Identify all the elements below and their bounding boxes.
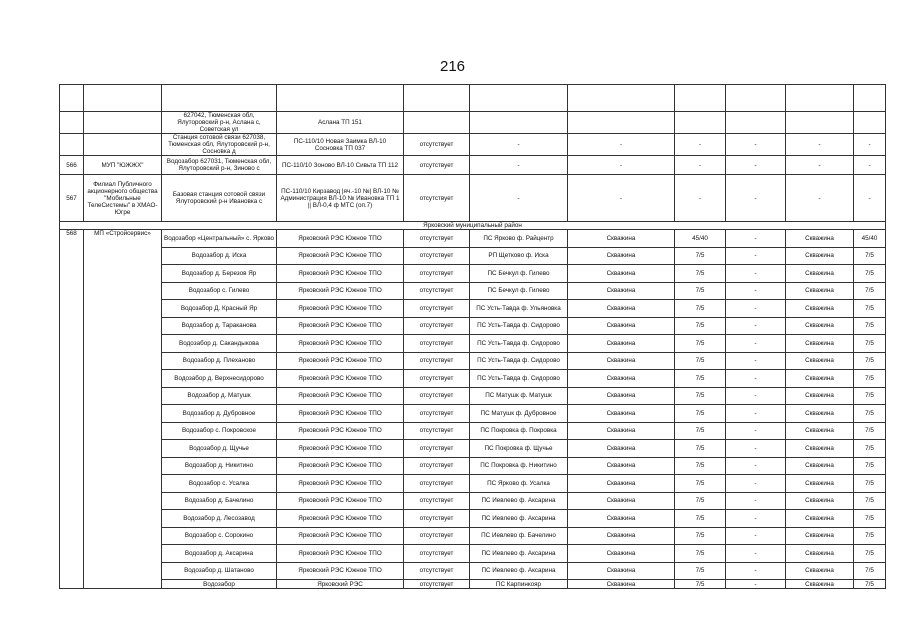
cell-dash: -	[726, 562, 786, 580]
cell-c11	[854, 112, 886, 134]
cell-cap2: 7/5	[854, 387, 886, 405]
cell-cert: отсутствует	[404, 352, 470, 370]
cell-c9: -	[726, 134, 786, 156]
cell-c10: -	[786, 175, 854, 222]
cell-c7: -	[568, 134, 675, 156]
cell-type: Скважина	[568, 265, 675, 283]
table-row	[60, 475, 886, 493]
cell-cap2: 7/5	[854, 352, 886, 370]
cell-type: Скважина	[568, 422, 675, 440]
cell-c9: -	[726, 156, 786, 175]
cell-site: Водозабор д. Тараканова	[162, 317, 277, 335]
cell-res: Ярковский РЭС Южное ТПО	[277, 335, 404, 353]
cell-ps: ПС Бечкул ф. Гилево	[470, 265, 568, 283]
cell-cert: отсутствует	[404, 492, 470, 510]
section-header-row	[60, 222, 886, 230]
cell-cap2: 7/5	[854, 440, 886, 458]
cell-ps: ПС Ярково ф. Усалка	[470, 475, 568, 493]
cell-site: Базовая станция сотовой связи Ялуторовский р-н Ивановка с	[162, 175, 277, 222]
cell-cert: отсутствует	[404, 230, 470, 248]
cell-c6: -	[470, 134, 568, 156]
cell-cap: 7/5	[675, 300, 726, 318]
cell-ps: ПС Иевлево ф. Бачелино	[470, 527, 568, 545]
cell-c8: -	[675, 175, 726, 222]
cell-type2: Скважина	[786, 527, 854, 545]
table-row	[60, 230, 886, 248]
cell-c8: -	[675, 156, 726, 175]
cell-cert: отсутствует	[404, 265, 470, 283]
cell-cap: 7/5	[675, 265, 726, 283]
table-row	[60, 510, 886, 528]
cell-cap2: 7/5	[854, 475, 886, 493]
cell-site: Водозабор с. Покровское	[162, 422, 277, 440]
table-row	[60, 156, 886, 175]
cell-cap2: 7/5	[854, 457, 886, 475]
section-title: Ярковский муниципальный район	[60, 222, 886, 230]
table-row	[60, 317, 886, 335]
cell-type2: Скважина	[786, 352, 854, 370]
table-row	[60, 562, 886, 580]
table-body	[60, 85, 886, 589]
cell-cap: 7/5	[675, 492, 726, 510]
cell-cap2: 7/5	[854, 545, 886, 563]
cell-type2: Скважина	[786, 580, 854, 589]
cell-dash: -	[726, 282, 786, 300]
cell-res: Ярковский РЭС Южное ТПО	[277, 562, 404, 580]
cell-type2: Скважина	[786, 387, 854, 405]
cell-site: Водозабор д. Щучье	[162, 440, 277, 458]
cell-cert: отсутствует	[404, 175, 470, 222]
cell-type2: Скважина	[786, 545, 854, 563]
cell-type: Скважина	[568, 475, 675, 493]
cell-cert: отсутствует	[404, 387, 470, 405]
cell-cap: 7/5	[675, 457, 726, 475]
cell-ps: ПС Иевлево ф. Аксарина	[470, 510, 568, 528]
cell-type: Скважина	[568, 510, 675, 528]
table-row	[60, 175, 886, 222]
cell-ps: ПС Карпинкояр	[470, 580, 568, 589]
cell-dash: -	[726, 440, 786, 458]
cell-type: Скважина	[568, 352, 675, 370]
cell-type2: Скважина	[786, 440, 854, 458]
cell-cap2: 7/5	[854, 335, 886, 353]
table-row	[60, 300, 886, 318]
cell-cap: 7/5	[675, 317, 726, 335]
cell-res: Ярковский РЭС Южное ТПО	[277, 510, 404, 528]
cell-dash: -	[726, 405, 786, 423]
cell-res: Ярковский РЭС Южное ТПО	[277, 545, 404, 563]
cell-ps: ПС Иевлево ф. Аксарина	[470, 545, 568, 563]
cell-cap: 7/5	[675, 352, 726, 370]
cell-res: Ярковский РЭС Южное ТПО	[277, 492, 404, 510]
cell-cert: отсутствует	[404, 282, 470, 300]
cell-c9: -	[726, 175, 786, 222]
cell-cap: 45/40	[675, 230, 726, 248]
cell-cert: отсутствует	[404, 134, 470, 156]
cell-ps: ПС Покровка ф. Покровка	[470, 422, 568, 440]
cell-res: Ярковский РЭС Южное ТПО	[277, 527, 404, 545]
cell-cap2: 7/5	[854, 300, 886, 318]
cell-res: Ярковский РЭС Южное ТПО	[277, 405, 404, 423]
cell-cap: 7/5	[675, 440, 726, 458]
cell-cap: 7/5	[675, 510, 726, 528]
cell-site: Водозабор д. Иска	[162, 247, 277, 265]
cell-dash: -	[726, 300, 786, 318]
cell-type: Скважина	[568, 492, 675, 510]
cell-type2: Скважина	[786, 282, 854, 300]
cell-dash: -	[726, 475, 786, 493]
cell-dash: -	[726, 492, 786, 510]
cell-org	[84, 112, 162, 134]
table-row	[60, 580, 886, 589]
cell-type: Скважина	[568, 405, 675, 423]
cell-site: Водозабор с. Усалка	[162, 475, 277, 493]
cell-cert: отсутствует	[404, 527, 470, 545]
cell-res: Ярковский РЭС Южное ТПО	[277, 440, 404, 458]
cell-res: Ярковский РЭС Южное ТПО	[277, 457, 404, 475]
cell-dash: -	[726, 335, 786, 353]
cell-site: Водозабор 627031, Тюменская обл, Ялуторовский р-н, Зиново с	[162, 156, 277, 175]
cell-type2: Скважина	[786, 492, 854, 510]
cell-cert: отсутствует	[404, 247, 470, 265]
cell-c11: -	[854, 156, 886, 175]
cell-dash: -	[726, 230, 786, 248]
table-row	[60, 265, 886, 283]
table-row	[60, 112, 886, 134]
cell-cert: отсутствует	[404, 422, 470, 440]
cell-type2: Скважина	[786, 422, 854, 440]
cell-cert: отсутствует	[404, 545, 470, 563]
cell-ps: ПС Бечкул ф. Гилево	[470, 282, 568, 300]
cell-cap2: 7/5	[854, 405, 886, 423]
cell-dash: -	[726, 352, 786, 370]
cell-ps: РП Щетково ф. Иска	[470, 247, 568, 265]
cell-cert: отсутствует	[404, 457, 470, 475]
cell-cap: 7/5	[675, 422, 726, 440]
cell-cap: 7/5	[675, 387, 726, 405]
cell-cap: 7/5	[675, 545, 726, 563]
cell-type2: Скважина	[786, 370, 854, 388]
cell-dash: -	[726, 457, 786, 475]
cell-c7	[568, 112, 675, 134]
cell-cap: 7/5	[675, 527, 726, 545]
cell-c10: -	[786, 156, 854, 175]
cell-res: Ярковский РЭС Южное ТПО	[277, 387, 404, 405]
cell-power: ПС-110/10 Зоново ВЛ-10 Сивьта ТП 112	[277, 156, 404, 175]
cell-type: Скважина	[568, 300, 675, 318]
cell-type2: Скважина	[786, 230, 854, 248]
cell-type: Скважина	[568, 282, 675, 300]
cell-ps: ПС Покровка ф. Щучье	[470, 440, 568, 458]
cell-c11: -	[854, 134, 886, 156]
cell-res: Ярковский РЭС Южное ТПО	[277, 475, 404, 493]
table-row	[60, 282, 886, 300]
page-number: 216	[439, 58, 466, 75]
cell-site: Водозабор д. Сакандыкова	[162, 335, 277, 353]
cell-cap2: 7/5	[854, 370, 886, 388]
cell-cap: 7/5	[675, 282, 726, 300]
cell-ps: ПС Иевлево ф. Аксарина	[470, 562, 568, 580]
cell-cert: отсутствует	[404, 580, 470, 589]
cell-c7: -	[568, 156, 675, 175]
cell-site: Водозабор д. Березов Яр	[162, 265, 277, 283]
cell-c11: -	[854, 175, 886, 222]
cell-cert: отсутствует	[404, 156, 470, 175]
cell-power: ПС-110/10 Кирзавод |яч.-10 №| ВЛ-10 № Администрация ВЛ-10 № Ивановка ТП 1 || ВЛ-0,4 ф МТС (оп.7)	[277, 175, 404, 222]
cell-site: Водозабор д. Дубровное	[162, 405, 277, 423]
cell-res: Ярковский РЭС Южное ТПО	[277, 300, 404, 318]
table-row	[60, 492, 886, 510]
cell-res: Ярковский РЭС Южное ТПО	[277, 422, 404, 440]
cell-cap: 7/5	[675, 370, 726, 388]
cell-type: Скважина	[568, 545, 675, 563]
cell-cap2: 7/5	[854, 422, 886, 440]
cell-cert: отсутствует	[404, 562, 470, 580]
cell-ps: ПС Усть-Тавда ф. Сидорово	[470, 335, 568, 353]
cell-dash: -	[726, 545, 786, 563]
cell-type: Скважина	[568, 440, 675, 458]
cell-res: Ярковский РЭС Южное ТПО	[277, 265, 404, 283]
cell-site: Водозабор д. Шатаново	[162, 562, 277, 580]
cell-ps: ПС Усть-Тавда ф. Сидорово	[470, 370, 568, 388]
cell-type2: Скважина	[786, 510, 854, 528]
cell-cap2: 7/5	[854, 562, 886, 580]
cell-c6: -	[470, 175, 568, 222]
cell-type2: Скважина	[786, 317, 854, 335]
table-row	[60, 457, 886, 475]
document-table	[59, 84, 886, 589]
cell-site: Водозабор д. Лесозавод	[162, 510, 277, 528]
cell-num	[60, 112, 84, 134]
cell-site: Водозабор д. Никитино	[162, 457, 277, 475]
cell-cap: 7/5	[675, 335, 726, 353]
row-number: 568	[60, 230, 84, 589]
cell-c8: -	[675, 134, 726, 156]
cell-dash: -	[726, 265, 786, 283]
table-row	[60, 527, 886, 545]
cell-cap2: 7/5	[854, 492, 886, 510]
cell-site: Водозабор д. Плеханово	[162, 352, 277, 370]
cell-res: Ярковский РЭС Южное ТПО	[277, 282, 404, 300]
cell-type2: Скважина	[786, 475, 854, 493]
table-row	[60, 405, 886, 423]
cell-site: Водозабор	[162, 580, 277, 589]
cell-dash: -	[726, 317, 786, 335]
cell-ps: ПС Усть-Тавда ф. Ульяновка	[470, 300, 568, 318]
table-row	[60, 387, 886, 405]
cell-dash: -	[726, 370, 786, 388]
cell-cert: отсутствует	[404, 300, 470, 318]
cell-c9	[726, 112, 786, 134]
cell-c10	[786, 112, 854, 134]
table-row	[60, 370, 886, 388]
cell-cert: отсутствует	[404, 510, 470, 528]
cell-c6	[470, 112, 568, 134]
cell-cap2: 7/5	[854, 580, 886, 589]
cell-ps: ПС Матушк ф. Матушк	[470, 387, 568, 405]
cell-ps: ПС Усть-Тавда ф. Сидорово	[470, 352, 568, 370]
cell-dash: -	[726, 580, 786, 589]
cell-site: Водозабор д. Аксарина	[162, 545, 277, 563]
cell-type2: Скважина	[786, 457, 854, 475]
cell-type: Скважина	[568, 335, 675, 353]
cell-type: Скважина	[568, 562, 675, 580]
table-row	[60, 352, 886, 370]
cell-cert: отсутствует	[404, 440, 470, 458]
cell-type: Скважина	[568, 527, 675, 545]
cell-type: Скважина	[568, 580, 675, 589]
cell-cert: отсутствует	[404, 475, 470, 493]
cell-ps: ПС Матушк ф. Дубровное	[470, 405, 568, 423]
cell-cap2: 7/5	[854, 282, 886, 300]
cell-org: Филиал Публичного акционерного общества "Мобильные ТелеСистемы" в ХМАО-Югре	[84, 175, 162, 222]
cell-num: 566	[60, 156, 84, 175]
table-row	[60, 440, 886, 458]
cell-cert: отсутствует	[404, 317, 470, 335]
cell-dash: -	[726, 387, 786, 405]
table-top-blank-row	[60, 85, 886, 112]
cell-type: Скважина	[568, 457, 675, 475]
cell-site: Водозабор д. Матушк	[162, 387, 277, 405]
cell-power: Асланa ТП 151	[277, 112, 404, 134]
cell-res: Ярковский РЭС	[277, 580, 404, 589]
cell-type2: Скважина	[786, 405, 854, 423]
cell-site: Водозабор д. Бачелино	[162, 492, 277, 510]
cell-type2: Скважина	[786, 265, 854, 283]
cell-cap2: 45/40	[854, 230, 886, 248]
cell-cap: 7/5	[675, 405, 726, 423]
table-row	[60, 247, 886, 265]
cell-org: МУП "ЮЖЖХ"	[84, 156, 162, 175]
cell-res: Ярковский РЭС Южное ТПО	[277, 317, 404, 335]
cell-dash: -	[726, 527, 786, 545]
cell-site: Станция сотовой связи 627038, Тюменская обл, Ялуторовский р-н, Сосновка д	[162, 134, 277, 156]
cell-site: 627042, Тюменская обл, Ялуторовский р-н, Асланa с, Советская ул	[162, 112, 277, 134]
cell-dash: -	[726, 247, 786, 265]
cell-c6: -	[470, 156, 568, 175]
organization: МП «Стройсервис»	[84, 230, 162, 589]
cell-ps: ПС Усть-Тавда ф. Сидорово	[470, 317, 568, 335]
cell-org	[84, 134, 162, 156]
cell-cap: 7/5	[675, 475, 726, 493]
cell-site: Водозабор д. Верхнесидорово	[162, 370, 277, 388]
cell-site: Водозабор «Центральный» с. Ярково	[162, 230, 277, 248]
cell-res: Ярковский РЭС Южное ТПО	[277, 247, 404, 265]
cell-cert: отсутствует	[404, 335, 470, 353]
cell-res: Ярковский РЭС Южное ТПО	[277, 352, 404, 370]
cell-site: Водозабор с. Сорокино	[162, 527, 277, 545]
table-row	[60, 134, 886, 156]
cell-site: Водозабор с. Гилево	[162, 282, 277, 300]
cell-power: ПС-110/10 Новая Заимка ВЛ-10 Сосновка ТП 037	[277, 134, 404, 156]
table-row	[60, 545, 886, 563]
cell-ps: ПС Ярково ф. Райцентр	[470, 230, 568, 248]
cell-type: Скважина	[568, 370, 675, 388]
cell-cert	[404, 112, 470, 134]
cell-dash: -	[726, 510, 786, 528]
cell-site: Водозабор Д. Красный Яр	[162, 300, 277, 318]
cell-type: Скважина	[568, 247, 675, 265]
cell-cap2: 7/5	[854, 247, 886, 265]
cell-cert: отсутствует	[404, 370, 470, 388]
cell-type2: Скважина	[786, 300, 854, 318]
cell-cap: 7/5	[675, 562, 726, 580]
cell-c8	[675, 112, 726, 134]
cell-type: Скважина	[568, 317, 675, 335]
cell-cap2: 7/5	[854, 265, 886, 283]
cell-cap2: 7/5	[854, 527, 886, 545]
cell-res: Ярковский РЭС Южное ТПО	[277, 370, 404, 388]
cell-type2: Скважина	[786, 247, 854, 265]
cell-type: Скважина	[568, 387, 675, 405]
cell-ps: ПС Покровка ф. Никитино	[470, 457, 568, 475]
cell-type: Скважина	[568, 230, 675, 248]
cell-dash: -	[726, 422, 786, 440]
table-row	[60, 422, 886, 440]
cell-c7: -	[568, 175, 675, 222]
cell-cap: 7/5	[675, 247, 726, 265]
table-row	[60, 335, 886, 353]
cell-num	[60, 134, 84, 156]
cell-c10: -	[786, 134, 854, 156]
cell-cert: отсутствует	[404, 405, 470, 423]
cell-cap: 7/5	[675, 580, 726, 589]
cell-num: 567	[60, 175, 84, 222]
cell-cap2: 7/5	[854, 317, 886, 335]
cell-type2: Скважина	[786, 562, 854, 580]
cell-res: Ярковский РЭС Южное ТПО	[277, 230, 404, 248]
cell-cap2: 7/5	[854, 510, 886, 528]
cell-type2: Скважина	[786, 335, 854, 353]
cell-ps: ПС Иевлево ф. Аксарина	[470, 492, 568, 510]
